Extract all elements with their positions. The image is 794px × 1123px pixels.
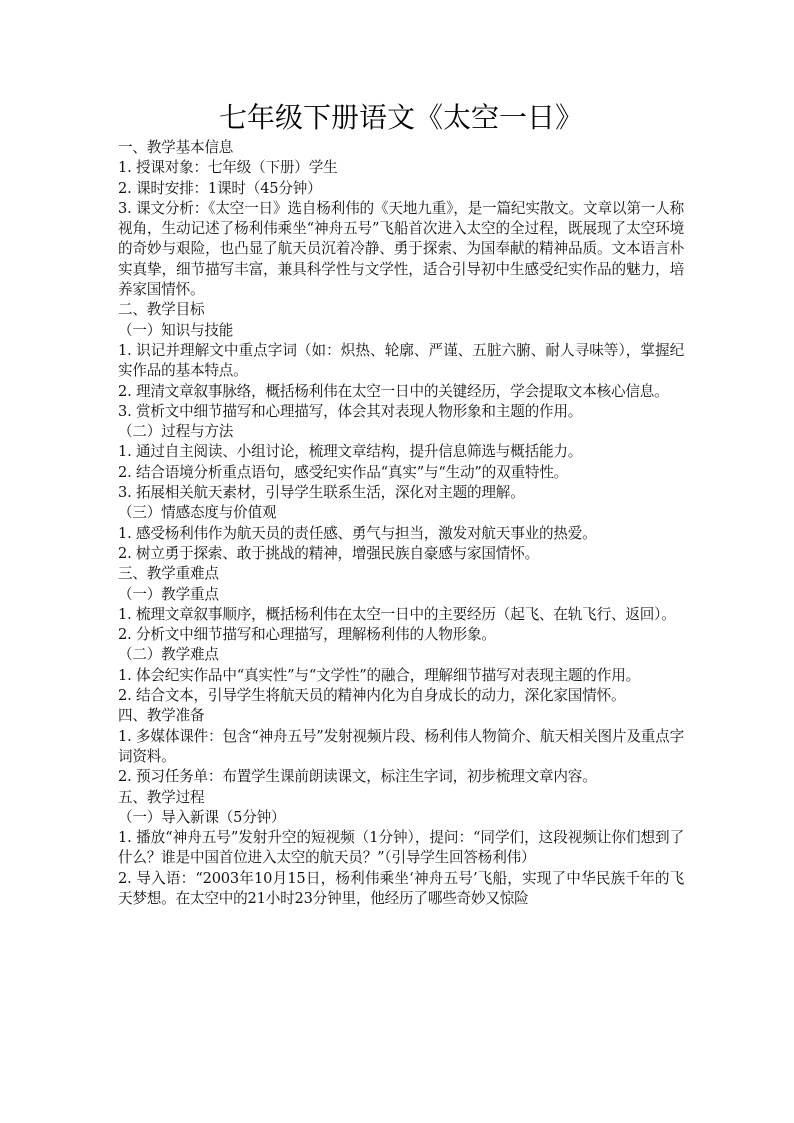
section-heading: 四、教学准备 <box>118 707 205 725</box>
subsection-heading: （二）教学难点 <box>118 646 219 664</box>
subsection-heading: （二）过程与方法 <box>118 423 234 441</box>
section-heading: 三、教学重难点 <box>118 565 219 583</box>
subsection-heading: （一）教学重点 <box>118 585 219 603</box>
paragraph-item: 3. 课文分析：《太空一日》选自杨利伟的《天地九重》，是一篇纪实散文。文章以第一人称视角，生动记述了杨利伟乘坐“神舟五号”飞船首次进入太空的全过程，既展现了太空环境的奇妙与艰险，也凸显了航天员沉着冷静、勇于探索、为国奉献的精神品质。文本语言朴实真挚，细节描写丰富，兼具科学性与文学性，适合引导初中生感受纪实作品的魅力，培养家国情怀。 <box>118 199 684 299</box>
paragraph-item: 1. 授课对象：七年级（下册）学生 <box>118 159 338 177</box>
section-heading: 五、教学过程 <box>118 788 205 806</box>
paragraph-item: 2. 理清文章叙事脉络，概括杨利伟在太空一日中的关键经历，学会提取文本核心信息。 <box>118 382 669 400</box>
section-heading: 二、教学目标 <box>118 301 205 319</box>
paragraph-item: 2. 课时安排：1课时（45分钟） <box>118 179 322 197</box>
subsection-heading: （一）知识与技能 <box>118 321 234 339</box>
paragraph-item: 1. 体会纪实作品中“真实性”与“文学性”的融合，理解细节描写对表现主题的作用。 <box>118 666 641 684</box>
document-title: 七年级下册语文《太空一日》 <box>218 101 583 134</box>
paragraph-item: 1. 识记并理解文中重点字词（如：炽热、轮廓、严谨、五脏六腑、耐人寻味等），掌握纪实作品的基本特点。 <box>118 341 684 380</box>
paragraph-item: 2. 结合语境分析重点语句，感受纪实作品“真实”与“生动”的双重特性。 <box>118 463 569 481</box>
paragraph-item: 2. 树立勇于探索、敢于挑战的精神，增强民族自豪感与家国情怀。 <box>118 544 539 562</box>
paragraph-item: 3. 赏析文中细节描写和心理描写，体会其对表现人物形象和主题的作用。 <box>118 402 583 420</box>
paragraph-item: 1. 通过自主阅读、小组讨论，梳理文章结构，提升信息筛选与概括能力。 <box>118 443 583 461</box>
paragraph-item: 2. 预习任务单：布置学生课前朗读课文，标注生字词，初步梳理文章内容。 <box>118 768 597 786</box>
paragraph-item: 2. 结合文本，引导学生将航天员的精神内化为自身成长的动力，深化家国情怀。 <box>118 687 626 705</box>
paragraph-item: 1. 感受杨利伟作为航天员的责任感、勇气与担当，激发对航天事业的热爱。 <box>118 524 597 542</box>
document-body <box>118 138 684 909</box>
paragraph-item: 2. 分析文中细节描写和心理描写，理解杨利伟的人物形象。 <box>118 626 496 644</box>
document-page <box>118 98 684 909</box>
paragraph-item: 3. 拓展相关航天素材，引导学生联系生活，深化对主题的理解。 <box>118 484 525 502</box>
paragraph-item: 1. 多媒体课件：包含“神舟五号”发射视频片段、杨利伟人物简介、航天相关图片及重点字词资料。 <box>118 727 684 765</box>
subsection-heading: （三）情感态度与价值观 <box>118 504 277 522</box>
subsection-heading: （一）导入新课（5分钟） <box>118 808 286 826</box>
paragraph-item: 1. 梳理文章叙事顺序，概括杨利伟在太空一日中的主要经历（起飞、在轨飞行、返回）。 <box>118 605 676 623</box>
paragraph-item: 1. 播放“神舟五号”发射升空的短视频（1分钟），提问：“同学们，这段视频让你们想到了什么？谁是中国首位进入太空的航天员？”（引导学生回答杨利伟） <box>118 829 684 867</box>
section-heading: 一、教学基本信息 <box>118 139 234 156</box>
paragraph-item: 2. 导入语：“2003年10月15日，杨利伟乘坐‘神舟五号’飞船，实现了中华民族千年的飞天梦想。在太空中的21小时23分钟里，他经历了哪些奇妙又惊险 <box>118 869 684 907</box>
